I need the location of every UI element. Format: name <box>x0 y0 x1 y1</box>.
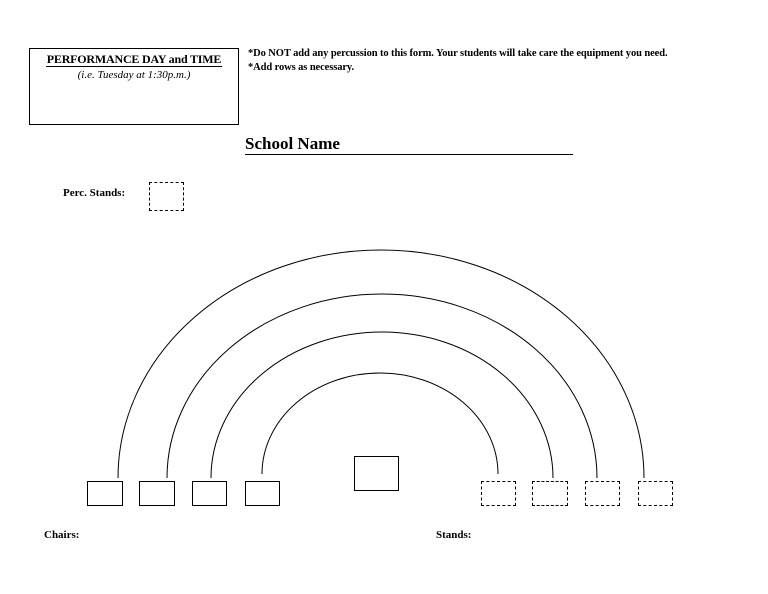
perc-stands-label: Perc. Stands: <box>63 187 126 199</box>
seating-arc-row-4 <box>118 250 644 478</box>
stand-box-row-3[interactable] <box>585 481 620 506</box>
note-no-percussion: *Do NOT add any percussion to this form. Your students will take care the equipment you need. <box>248 48 668 59</box>
chair-box-row-1[interactable] <box>245 481 280 506</box>
stand-box-row-2[interactable] <box>532 481 568 506</box>
stand-box-row-4[interactable] <box>638 481 673 506</box>
stands-label: Stands: <box>436 529 472 541</box>
stand-box-row-1[interactable] <box>481 481 516 506</box>
performance-title: PERFORMANCE DAY and TIME <box>46 52 222 66</box>
chair-box-row-4[interactable] <box>87 481 123 506</box>
note-add-rows: *Add rows as necessary. <box>248 62 355 73</box>
conductor-podium-box[interactable] <box>354 456 399 491</box>
chair-box-row-2[interactable] <box>192 481 227 506</box>
school-name-field[interactable]: School Name <box>245 133 573 155</box>
performance-example: (i.e. Tuesday at 1:30p.m.) <box>77 69 191 81</box>
chair-box-row-3[interactable] <box>139 481 175 506</box>
seating-arc-row-3 <box>167 294 597 478</box>
chairs-label: Chairs: <box>44 529 80 541</box>
